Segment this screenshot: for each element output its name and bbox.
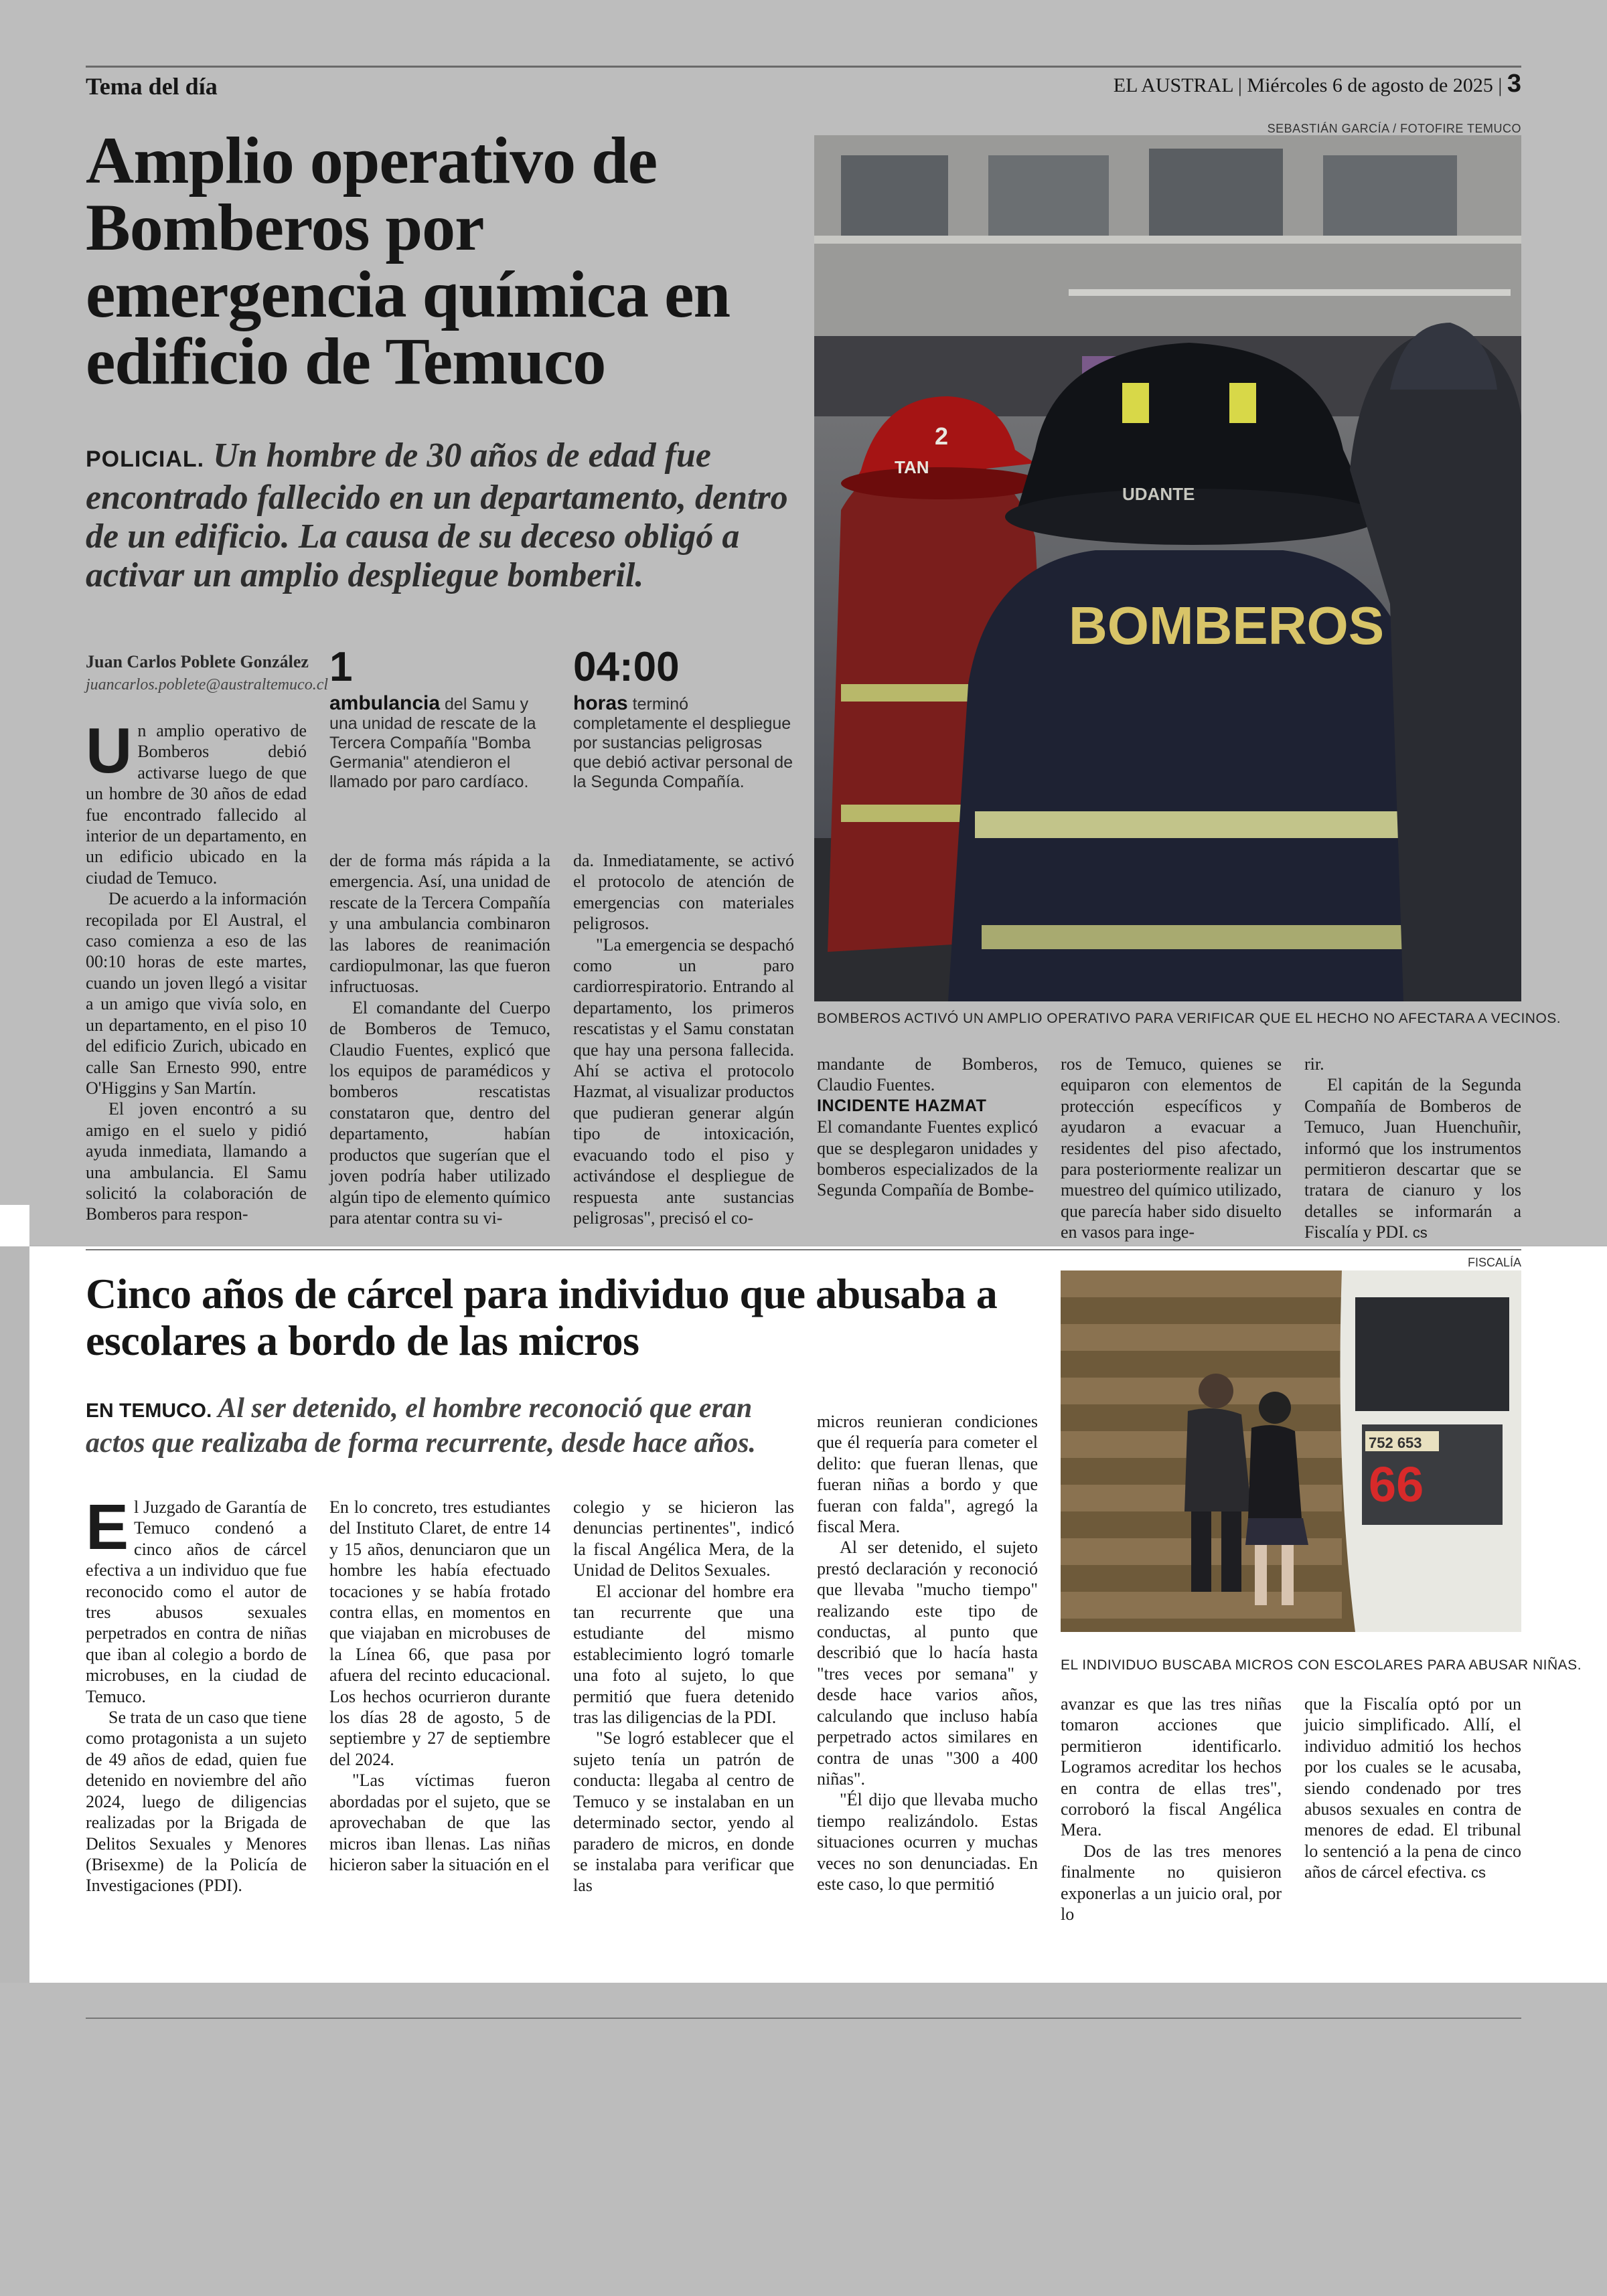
- article1-byline-name: Juan Carlos Poblete González: [86, 652, 309, 671]
- article1-column-3: [573, 850, 794, 1228]
- article2-lede: [86, 1392, 795, 1459]
- article2-photo: [1061, 1270, 1521, 1632]
- article1-lede: [86, 436, 809, 595]
- article2-paragraph: Dos de las tres menores finalmente no quisieron exponerlas a un juicio oral, por lo: [1061, 1841, 1282, 1924]
- article1-column-6: [1304, 1054, 1521, 1244]
- issue-date: Miércoles 6 de agosto de 2025: [1247, 74, 1493, 96]
- article1-paragraph: El joven encontró a su amigo en el suelo y pidió ayuda inmediata, llamando a una ambulancia. El Samu solicitó la colaboración de Bomberos para respon-: [86, 1099, 307, 1224]
- article1-lede-text: Un hombre de 30 años de edad fue encontrado fallecido en un departamento, dentro de un edificio. La causa de su deceso obligó a activar un amplio despliegue bomberil.: [86, 436, 788, 594]
- fact1-rest: del Samu y una unidad de rescate de la Tercera Compañía "Bomba Germania" atendieron el llamado por paro cardíaco.: [329, 695, 536, 791]
- fact2-bold: horas: [573, 692, 628, 714]
- fact2-number: 04:00: [573, 644, 680, 690]
- article2-column-1: [86, 1491, 307, 1896]
- article1-paragraph: El comandante del Cuerpo de Bomberos de Temuco, Claudio Fuentes, explicó que los equipos de paramédicos y bomberos rescatistas constataron que, dentro del departamento, habían productos que sugerían que el joven podría haber utilizado algún tipo de elemento químico para atentar contra su vi-: [329, 997, 550, 1228]
- bus-stop-photo: [1061, 1270, 1521, 1632]
- article2-photo-credit: FISCALÍA: [1467, 1256, 1521, 1269]
- bottom-page-background: [0, 1983, 1607, 2296]
- article2-kicker: EN TEMUCO.: [86, 1400, 212, 1422]
- article-divider: [86, 1249, 1521, 1250]
- bottom-rule: [86, 2018, 1521, 2019]
- article1-kicker: POLICIAL.: [86, 446, 205, 472]
- article1-paragraph: De acuerdo a la información recopilada por El Austral, el caso comienza a eso de las 00:10 horas de este martes, cuando un joven llegó a visitar a un amigo que vivía solo, en un departamento, en el piso 10 del edificio Zurich, ubicado en calle San Ernesto 990, entre O'Higgins y San Martín.: [86, 889, 307, 1098]
- article2-paragraph: Se trata de un caso que tiene como protagonista a un sujeto de 49 años de edad, quien fue detenido en noviembre del año 2024, luego de diligencias realizadas por la Brigada de Delitos Sexuales y Menores (Brisexme) de la Policía de Investigaciones (PDI).: [86, 1708, 307, 1896]
- fact1-bold: ambulancia: [329, 692, 441, 714]
- article1-paragraph: mandante de Bomberos, Claudio Fuentes.: [817, 1054, 1038, 1095]
- article2-column-6: [1304, 1694, 1521, 1884]
- article2-column-2: [329, 1497, 550, 1875]
- article2-paragraph: El accionar del hombre era tan recurrente que una estudiante del mismo establecimiento logró tomarle una foto al sujeto, lo que permitió que fuera detenido tras las diligencias de la PDI.: [573, 1581, 794, 1728]
- fact2-text: [573, 693, 794, 792]
- article1-column-2: [329, 850, 550, 1228]
- fact2-rest: terminó completamente el despliegue por sustancias peligrosas que debió activar personal de la Segunda Compañía.: [573, 695, 793, 791]
- article2-paragraph: l Juzgado de Garantía de Temuco condenó a cinco años de cárcel efectiva a un individuo que fue reconocido como el autor de tres abusos sexuales perpetrados en contra de niñas que iban al colegio a bordo de microbuses, en la ciudad de Temuco.: [86, 1497, 307, 1706]
- article1-headline: Amplio operativo de Bomberos por emergencia química en edificio de Temuco: [86, 123, 731, 398]
- article1-paragraph: der de forma más rápida a la emergencia. Así, una unidad de rescate de la Tercera Compañía y una ambulancia combinaron las labores de reanimación cardiopulmonar, las que fueron infructuosas.: [329, 851, 550, 997]
- helmet-text-center: UDANTE: [1122, 484, 1195, 504]
- article2-paragraph: que la Fiscalía optó por un juicio simplificado. Allí, el individuo admitió los hechos por los cuales se le acusaba, siendo condenado por tres abusos sexuales en contra de menores de edad. El tribunal lo sentenció a la pena de cinco años de cárcel efectiva.: [1304, 1694, 1521, 1882]
- article2-column-3: [573, 1497, 794, 1896]
- fact1-number: 1: [329, 644, 353, 690]
- article2-column-5: [1061, 1694, 1282, 1924]
- section-label: Tema del día: [86, 73, 218, 100]
- helmet-text-left: TAN: [895, 457, 929, 477]
- article1-paragraph: "La emergencia se despachó como un paro cardiorrespiratorio. Entrando al departamento, los primeros rescatistas y el Samu constatan que hay una persona fallecida. Ahí se activa el protocolo Hazmat, al visualizar productos que pudieran generar algún tipo de intoxicación, evacuando todo el piso y activándose el despliegue de respuesta ante sustancias peligrosas", precisó el co-: [573, 934, 794, 1228]
- article2-headline: Cinco años de cárcel para individuo que abusaba a escolares a bordo de las micros: [86, 1270, 998, 1364]
- article2-paragraph: "Se logró establecer que el sujeto tenía un patrón de conducta: llegaba al centro de Temuco y se instalaban en un determinado sector, yendo al paradero de micros, en donde se instalaba para verificar que las: [573, 1728, 794, 1896]
- article1-byline-email: juancarlos.poblete@australtemuco.cl: [86, 676, 329, 693]
- article1-subhead: INCIDENTE HAZMAT: [817, 1096, 987, 1115]
- top-rule: [86, 66, 1521, 68]
- article1-column-5: [1061, 1054, 1282, 1243]
- article1-paragraph: ros de Temuco, quienes se equiparon con elementos de protección específicos y ayudaron a evacuar a residentes del piso afectado, para posteriormente realizar un muestreo del químico utilizado, que parecía haber sido disuelto en vasos para inge-: [1061, 1054, 1282, 1242]
- firefighters-photo: [814, 135, 1521, 1001]
- bus-plate: 752 653: [1369, 1434, 1422, 1451]
- bus-route-number: 66: [1369, 1457, 1424, 1512]
- article1-photo-credit: SEBASTIÁN GARCÍA / FOTOFIRE TEMUCO: [1267, 122, 1521, 135]
- article2-lede-text: Al ser detenido, el hombre reconoció que eran actos que realizaba de forma recurrente, desde hace años.: [86, 1393, 756, 1459]
- article2-paragraph: "Él dijo que llevaba mucho tiempo realizándolo. Estas situaciones ocurren y muchas veces no son denunciadas. En este caso, lo que permitió: [817, 1790, 1038, 1894]
- article1-dropcap: U: [86, 715, 133, 787]
- article1-column-4: [817, 1054, 1038, 1201]
- article1-column-1: [86, 715, 307, 1225]
- article1-photo-caption: BOMBEROS ACTIVÓ UN AMPLIO OPERATIVO PARA VERIFICAR QUE EL HECHO NO AFECTARA A VECINOS.: [817, 1011, 1561, 1026]
- page-notch: [0, 1205, 29, 1246]
- article2-paragraph: En lo concreto, tres estudiantes del Instituto Claret, de entre 14 y 15 años, denunciaron que un hombre les había efectuado tocaciones y se había frotado contra ellas, en momentos en que viajaban en microbuses de la Línea 66, que pasa por afuera del recinto educacional. Los hechos ocurrieron durante los días 28 de agosto, 5 de septiembre y 27 de septiembre del 2024.: [329, 1497, 550, 1769]
- article2-paragraph: avanzar es que las tres niñas tomaron acciones que permitieron identificarlo. Logramos acreditar los hechos en contra de ellas tres", corroboró la fiscal Angélica Mera.: [1061, 1694, 1282, 1840]
- page-number: 3: [1507, 70, 1521, 98]
- masthead: EL AUSTRAL | Miércoles 6 de agosto de 2025 | 3: [1113, 70, 1521, 98]
- article2-photo-caption: EL INDIVIDUO BUSCABA MICROS CON ESCOLARES PARA ABUSAR NIÑAS.: [1061, 1657, 1582, 1673]
- paper-name: EL AUSTRAL: [1113, 74, 1233, 96]
- end-mark-icon: cs: [1471, 1864, 1486, 1882]
- article2-dropcap: E: [86, 1491, 129, 1563]
- article2-paragraph: micros reunieran condiciones que él requería para cometer el delito: que fueran llenas, que fueran niñas a bordo y que fueran con falda", agregó la fiscal Mera.: [817, 1412, 1038, 1537]
- article1-paragraph: da. Inmediatamente, se activó el protocolo de atención de emergencias con materiales peligrosos.: [573, 851, 794, 934]
- article2-column-4: [817, 1411, 1038, 1894]
- article2-paragraph: colegio y se hicieron las denuncias pertinentes", indicó la fiscal Angélica Mera, de la Unidad de Delitos Sexuales.: [573, 1497, 794, 1580]
- article2-paragraph: Al ser detenido, el sujeto prestó declaración y reconoció que llevaba "mucho tiempo" realizando este tipo de conductas, al punto que describió que lo hacía hasta "tres veces por semana" y desde hace varios años, calculando que incluso había perpetrado actos similares en contra de unas "300 a 400 niñas".: [817, 1538, 1038, 1789]
- helmet-number: 2: [935, 422, 949, 450]
- end-mark-icon: cs: [1412, 1224, 1428, 1242]
- jacket-text: BOMBEROS: [1069, 596, 1385, 655]
- fact1-text: [329, 693, 550, 792]
- article1-paragraph: El comandante Fuentes explicó que se desplegaron unidades y bomberos especializados de la Segunda Compañía de Bombe-: [817, 1117, 1038, 1200]
- article1-photo: [814, 135, 1521, 1001]
- article2-paragraph: "Las víctimas fueron abordadas por el sujeto, que se aprovechaban de que las micros iban llenas. Las niñas hicieron saber la situación en el: [329, 1771, 550, 1874]
- article1-paragraph: rir.: [1304, 1054, 1324, 1074]
- article1-paragraph: n amplio operativo de Bomberos debió activarse luego de que un hombre de 30 años de edad fue encontrado fallecido al interior de un departamento, en un edificio ubicado en la ciudad de Temuco.: [86, 721, 307, 888]
- article1-paragraph: El capitán de la Segunda Compañía de Bomberos de Temuco, Juan Huenchuñir, informó que los instrumentos permitieron descartar que se tratara de cianuro y los detalles se informarán a Fiscalía y PDI.: [1304, 1075, 1521, 1242]
